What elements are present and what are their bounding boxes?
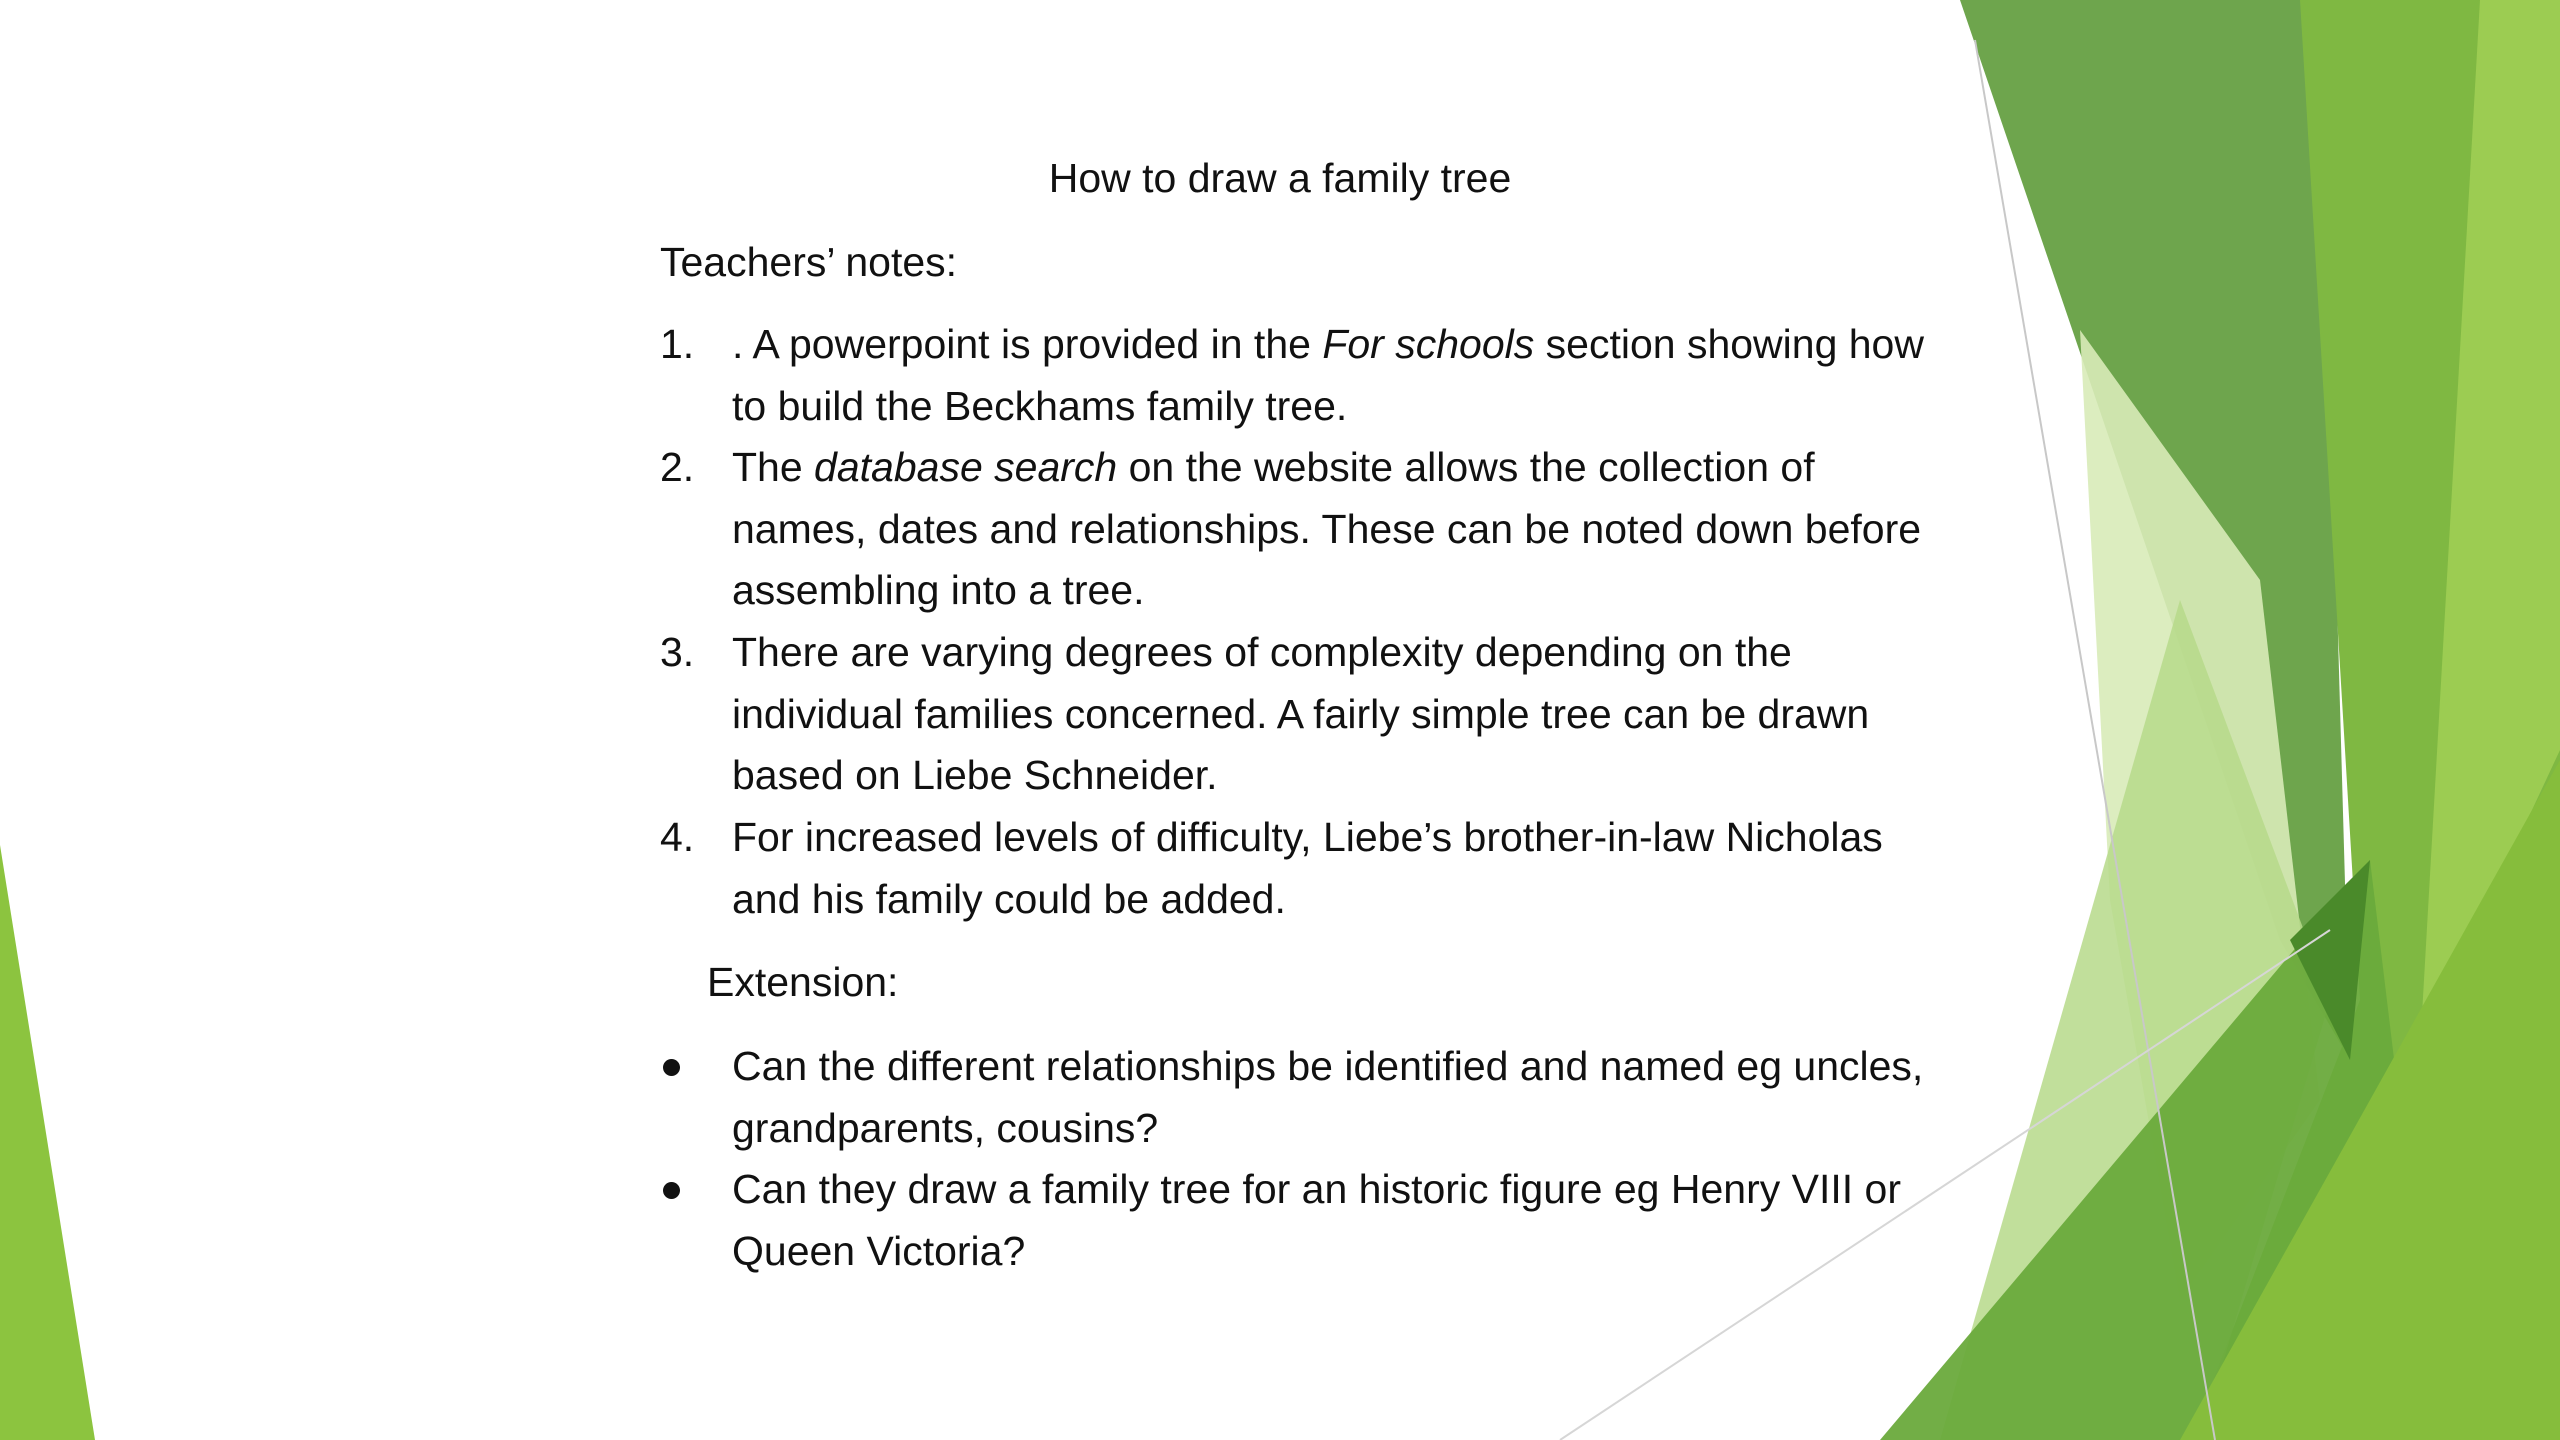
- bullet-icon: [663, 1059, 680, 1076]
- item-text-part: section showing how to build the Beckhams family tree.: [732, 321, 1924, 429]
- item-text: [732, 437, 1930, 622]
- item-text: For increased levels of difficulty, Liebe’s brother-in-law Nicholas and his family could be added.: [732, 814, 1883, 922]
- item-text: Can they draw a family tree for an historic figure eg Henry VIII or Queen Victoria?: [732, 1166, 1902, 1274]
- list-number: 4.: [660, 814, 695, 860]
- left-green-shard: [0, 845, 95, 1440]
- numbered-item-4: [660, 807, 1930, 930]
- bullet-icon: [663, 1182, 680, 1199]
- item-text-part: The: [732, 444, 815, 490]
- item-text-part: . A powerpoint is provided in the: [732, 321, 1323, 367]
- bullet-item-1: [660, 1036, 1930, 1159]
- numbered-item-3: [660, 622, 1930, 807]
- extension-heading: Extension:: [707, 959, 899, 1005]
- item-text: [732, 314, 1930, 437]
- italic-term: database search: [814, 444, 1118, 490]
- bullet-item-2: [660, 1159, 1930, 1282]
- list-number: 3.: [660, 629, 695, 675]
- numbered-item-2: [660, 437, 1930, 622]
- list-number: 1.: [660, 321, 695, 367]
- item-text: There are varying degrees of complexity depending on the individual families concerned. A fairly simple tree can be drawn based on Liebe Schneider.: [732, 629, 1870, 798]
- teachers-notes-heading: Teachers’ notes:: [660, 239, 958, 285]
- italic-term: For schools: [1322, 321, 1535, 367]
- item-text: Can the different relationships be identified and named eg uncles, grandparents, cousins?: [732, 1043, 1924, 1151]
- item-text-part: on the website allows the collection of names, dates and relationships. These can be noted down before assembling into a tree.: [732, 444, 1922, 613]
- list-number: 2.: [660, 444, 695, 490]
- numbered-item-1: [660, 314, 1930, 437]
- slide-title: How to draw a family tree: [1048, 155, 1512, 201]
